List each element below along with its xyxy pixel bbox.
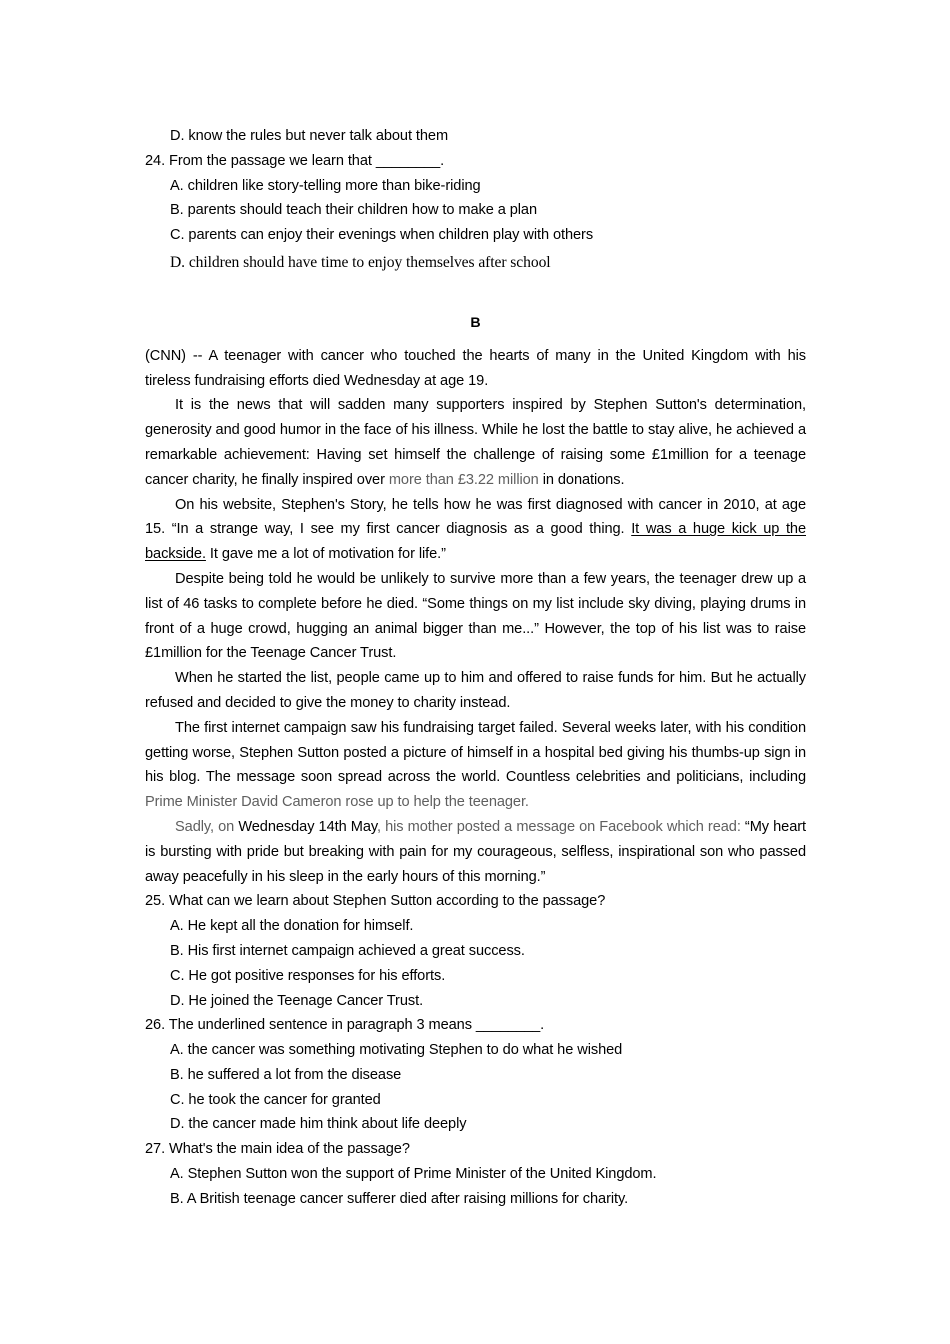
question-24-option-c: C. parents can enjoy their evenings when children play with others bbox=[170, 227, 594, 244]
question-24-option-a: A. children like story-telling more than bike-riding bbox=[170, 177, 481, 194]
passage-paragraph-6 bbox=[145, 716, 806, 815]
passage-run: It gave me a lot of motivation for life.” bbox=[205, 546, 446, 563]
passage-paragraph-7 bbox=[145, 815, 806, 889]
passage-run: in donations. bbox=[538, 471, 625, 488]
passage-paragraph-4 bbox=[145, 567, 806, 666]
option-line: D. know the rules but never talk about them bbox=[170, 128, 449, 144]
passage-run: (CNN) -- A teenager with cancer who touched the hearts of many in the United Kingdom with his tireless fundraising efforts died Wednesday at age 19. bbox=[145, 347, 806, 389]
spacer bbox=[145, 336, 806, 344]
question-24-option-d: D. children should have time to enjoy themselves after school bbox=[170, 253, 551, 271]
question-25-option-c: C. He got positive responses for his efforts. bbox=[170, 967, 446, 984]
question-26-option-a: A. the cancer was something motivating Stephen to do what he wished bbox=[170, 1042, 623, 1059]
question-26-option-c: C. he took the cancer for granted bbox=[170, 1091, 381, 1108]
passage-paragraph-2 bbox=[145, 393, 806, 492]
passage-run-muted: more than £3.22 million bbox=[388, 471, 539, 488]
question-27-option-a: A. Stephen Sutton won the support of Prime Minister of the United Kingdom. bbox=[170, 1166, 657, 1183]
question-26-stem: 26. The underlined sentence in paragraph 3 means ________. bbox=[145, 1017, 545, 1034]
passage-run: Wednesday 14th May bbox=[238, 818, 377, 835]
section-label-b: B bbox=[470, 314, 481, 331]
question-26-option-b: B. he suffered a lot from the disease bbox=[170, 1066, 402, 1083]
passage-paragraph-5 bbox=[145, 666, 806, 716]
passage-run-muted: Sadly, on bbox=[175, 818, 239, 835]
question-24-option-b: B. parents should teach their children how to make a plan bbox=[170, 202, 537, 219]
passage-run: It is the news that will sadden many supporters inspired by Stephen Sutton's determination, generosity and good humor in the face of his illness. While he lost the battle to stay alive, he achieved a remarkable achievement: Having set himself the challenge of raising some £1million for a teenage cancer charity, he finally inspired over bbox=[145, 397, 806, 488]
passage-run-muted: , his mother posted a message on Facebook which read: bbox=[377, 818, 745, 835]
question-25-stem: 25. What can we learn about Stephen Sutton according to the passage? bbox=[145, 893, 606, 910]
page-content bbox=[145, 124, 806, 1212]
passage-run: “My heart is bursting with pride but breaking with pain for my courageous, selfless, inspirational son who passed away peacefully in his sleep in the early hours of this morning.” bbox=[145, 818, 806, 885]
question-26-option-d: D. the cancer made him think about life deeply bbox=[170, 1116, 467, 1133]
question-25-option-a: A. He kept all the donation for himself. bbox=[170, 918, 414, 935]
passage-paragraph-1 bbox=[145, 344, 806, 394]
passage-run-muted: Prime Minister David Cameron rose up to help the teenager. bbox=[145, 794, 529, 811]
question-24-stem: 24. From the passage we learn that ________. bbox=[145, 152, 445, 169]
question-27-option-b: B. A British teenage cancer sufferer died after raising millions for charity. bbox=[170, 1190, 629, 1207]
spacer bbox=[145, 277, 806, 311]
question-25-option-b: B. His first internet campaign achieved a great success. bbox=[170, 942, 525, 959]
passage-paragraph-3 bbox=[145, 493, 806, 567]
passage-run: On his website, Stephen's Story, he tells how he was first diagnosed with cancer in 2010, at age 15. “In a strange way, I see my first cancer diagnosis as a good thing. bbox=[145, 496, 806, 538]
passage-run: Despite being told he would be unlikely to survive more than a few years, the teenager drew up a list of 46 tasks to complete before he died. “Some things on my list include sky diving, playing drums in front of a huge crowd, hugging an animal bigger than me...” However, the top of his list was to raise £1million for the Teenage Cancer Trust. bbox=[145, 570, 806, 662]
passage-run: The first internet campaign saw his fundraising target failed. Several weeks later, with his condition getting worse, Stephen Sutton posted a picture of himself in a hospital bed giving his thumbs-up sign in his blog. The message soon spread across the world. Countless celebrities and politicians, including bbox=[145, 719, 806, 786]
passage-run: When he started the list, people came up to him and offered to raise funds for him. But he actually refused and decided to give the money to charity instead. bbox=[145, 670, 806, 711]
passage-run-underlined: It was a huge kick up the backside. bbox=[145, 521, 806, 563]
question-27-stem: 27. What's the main idea of the passage? bbox=[145, 1141, 410, 1158]
question-25-option-d: D. He joined the Teenage Cancer Trust. bbox=[170, 992, 424, 1009]
